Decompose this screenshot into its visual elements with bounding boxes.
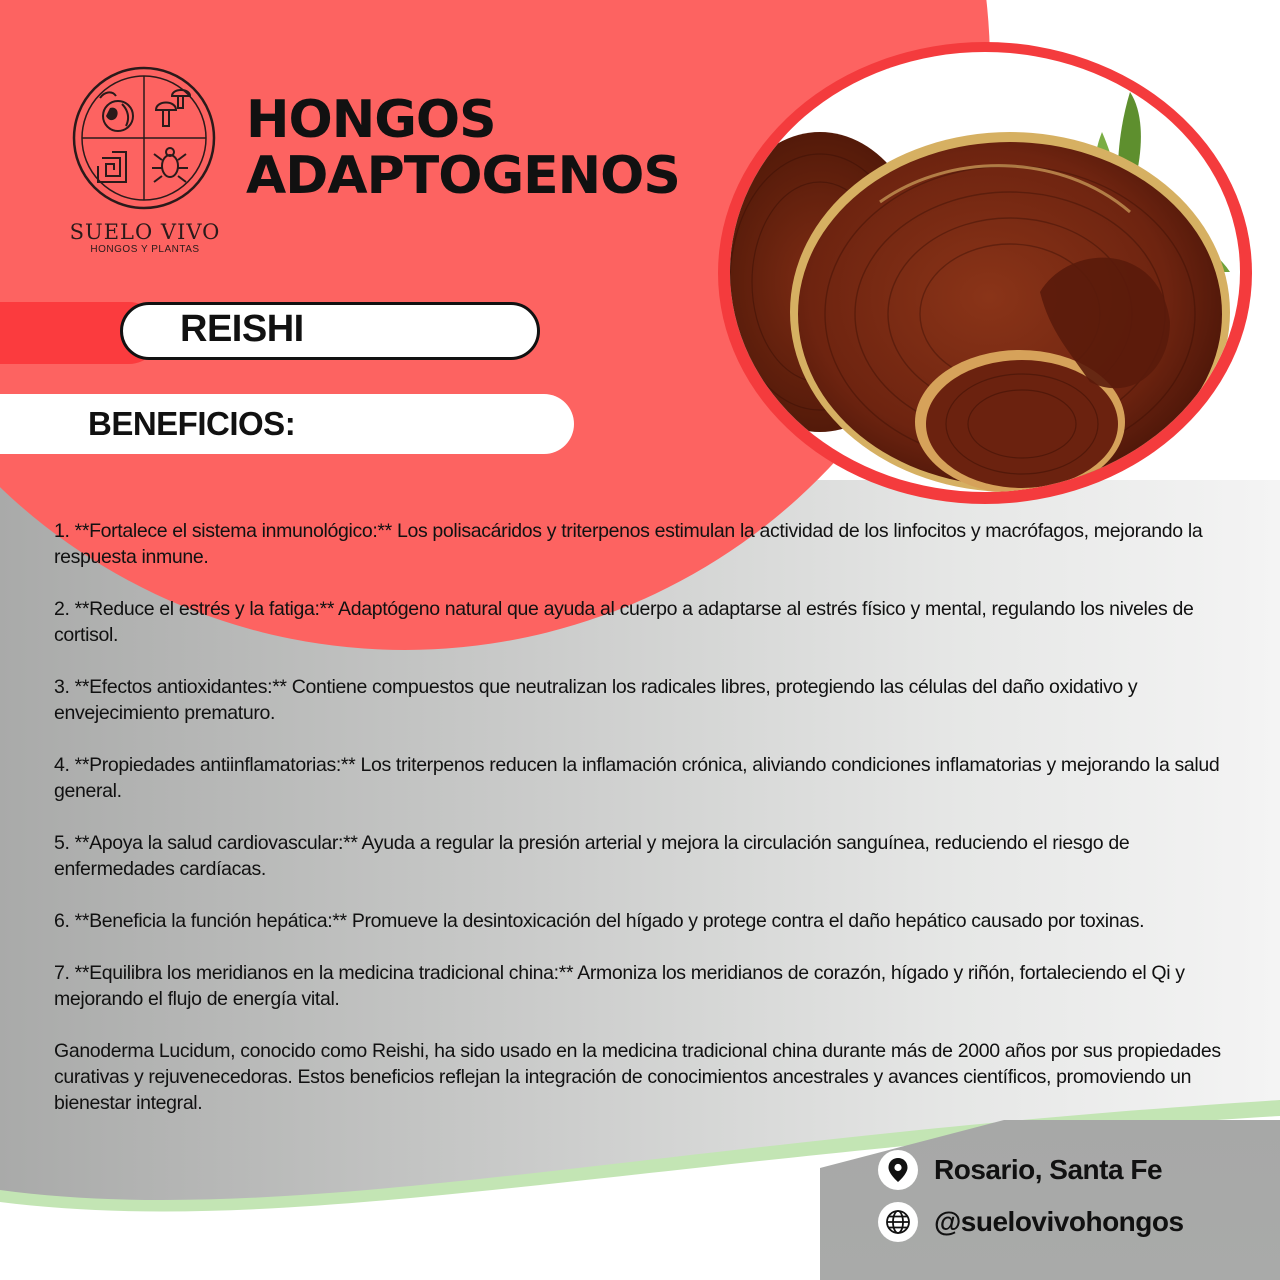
benefit-item: 7. **Equilibra los meridianos en la medicina tradicional china:** Armoniza los meridianos de corazón, hígado y riñón, fortaleciendo el Qi y mejorando el flujo de energía vital. [54, 962, 1185, 1010]
brand-name: SUELO VIVO [69, 220, 221, 244]
maze-icon [98, 152, 126, 182]
benefit-item: 6. **Beneficia la función hepática:** Promueve la desintoxicación del hígado y protege contra el daño hepático causado por toxinas. [54, 910, 1145, 932]
benefit-item: 5. **Apoya la salud cardiovascular:** Ayuda a regular la presión arterial y mejora la circulación sanguínea, reduciendo el riesgo de enfermedades cardíacas. [54, 832, 1130, 880]
reishi-photo [730, 52, 1240, 492]
mushroom-icon [156, 90, 190, 126]
globe-icon [878, 1202, 918, 1242]
insect-icon [152, 148, 188, 182]
map-pin-icon [878, 1150, 918, 1190]
benefit-item: 2. **Reduce el estrés y la fatiga:** Adaptógeno natural que ayuda al cuerpo a adaptarse al estrés físico y mental, regulando los niveles de cortisol. [54, 598, 1194, 646]
title-line-2: ADAPTOGENOS [246, 146, 680, 206]
section-heading: BENEFICIOS: [88, 405, 296, 442]
brand-tagline: HONGOS Y PLANTAS [90, 244, 200, 255]
reishi-mushroom-image [730, 52, 1240, 492]
benefit-item: 4. **Propiedades antiinflamatorias:** Los triterpenos reducen la inflamación crónica, aliviando condiciones inflamatorias y mejorando la salud general. [54, 754, 1220, 802]
benefit-item: 1. **Fortalece el sistema inmunológico:** Los polisacáridos y triterpenos estimulan la actividad de los linfocitos y macrófagos, mejorando la respuesta inmune. [54, 520, 1203, 568]
benefit-item: 3. **Efectos antioxidantes:** Contiene compuestos que neutralizan los radicales libres, protegiendo las células del daño oxidativo y envejecimiento prematuro. [54, 676, 1138, 724]
page-title [246, 92, 680, 204]
subject-label: REISHI [180, 308, 304, 350]
contact-location [878, 1150, 1162, 1190]
location-text: Rosario, Santa Fe [934, 1154, 1163, 1185]
social-handle-link[interactable]: @suelovivohongos [934, 1206, 1184, 1237]
title-line-1: HONGOS [246, 90, 496, 150]
suelo-vivo-logo [72, 66, 216, 210]
contact-handle[interactable] [878, 1202, 1184, 1242]
earth-icon [100, 92, 133, 131]
closing-paragraph: Ganoderma Lucidum, conocido como Reishi, ha sido usado en la medicina tradicional china durante más de 2000 años por sus propiedades curativas y rejuvenecedoras. Estos beneficios reflejan la integración de conocimientos ancestrales y avances científicos, promoviendo un bienestar integral. [54, 1040, 1221, 1114]
benefits-list [54, 518, 1224, 1142]
